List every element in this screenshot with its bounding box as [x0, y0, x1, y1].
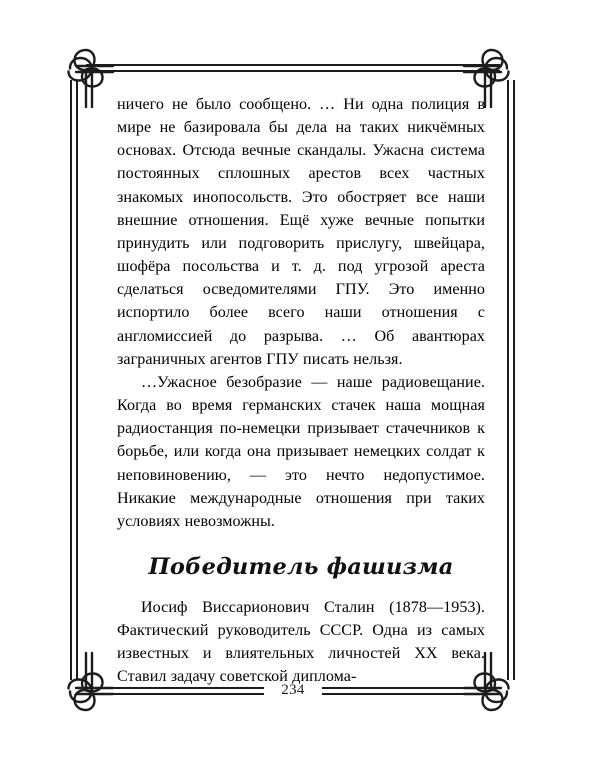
corner-ornament-top-left-icon [53, 47, 115, 109]
frame-rule-right-outer [507, 80, 509, 680]
paragraph-quote-2: …Ужасное безобразие — наше радиовещание. Когда во время германских стачек наша мощная радиостанция по-немецки призывает стачечников к борьбе, или когда она призывает немецких солдат к неповиновению, — это нечто недопустимое. Никакие международные отношения при таких условиях невозможны. [117, 373, 485, 530]
frame-rule-right-inner [513, 80, 515, 680]
section-heading: Победитель фашизма [148, 553, 454, 580]
paragraph-quote-1: ничего не было сообщено. … Ни одна полиция в мире не базировала бы дела на таких никчёмных основах. Отсюда вечные скандалы. Ужасна система постоянных сплошных арестов всех частных знакомых инопосольств. Это обостряет все наши внешние отношения. Ещё хуже вечные попытки принудить или подговорить прислугу, швейцара, шофёра посольства и т. д. под угрозой ареста сделаться осведомителями ГПУ. Это именно испортило более всего наши отношения с англомиссией до разрыва. … Об авантюрах заграничных агентов ГПУ писать нельзя. [117, 96, 485, 368]
heading-spacer-above [117, 533, 485, 552]
frame-rule-left-outer [70, 80, 72, 680]
frame-rule-top-inner [86, 70, 500, 72]
corner-ornament-bottom-left-icon [53, 651, 115, 713]
heading-spacer-below [117, 582, 485, 596]
frame-rule-top-outer [86, 64, 500, 66]
page-number: 234 [264, 679, 322, 701]
frame-rule-left-inner [76, 80, 78, 680]
paragraph-bio-stalin: Иосиф Виссарионович Сталин (1878—1953). Фактический руководитель СССР. Одна из самых известных и влиятельных личностей XX века. Ставил задачу советской диплома- [117, 598, 485, 686]
text-column [117, 93, 485, 689]
